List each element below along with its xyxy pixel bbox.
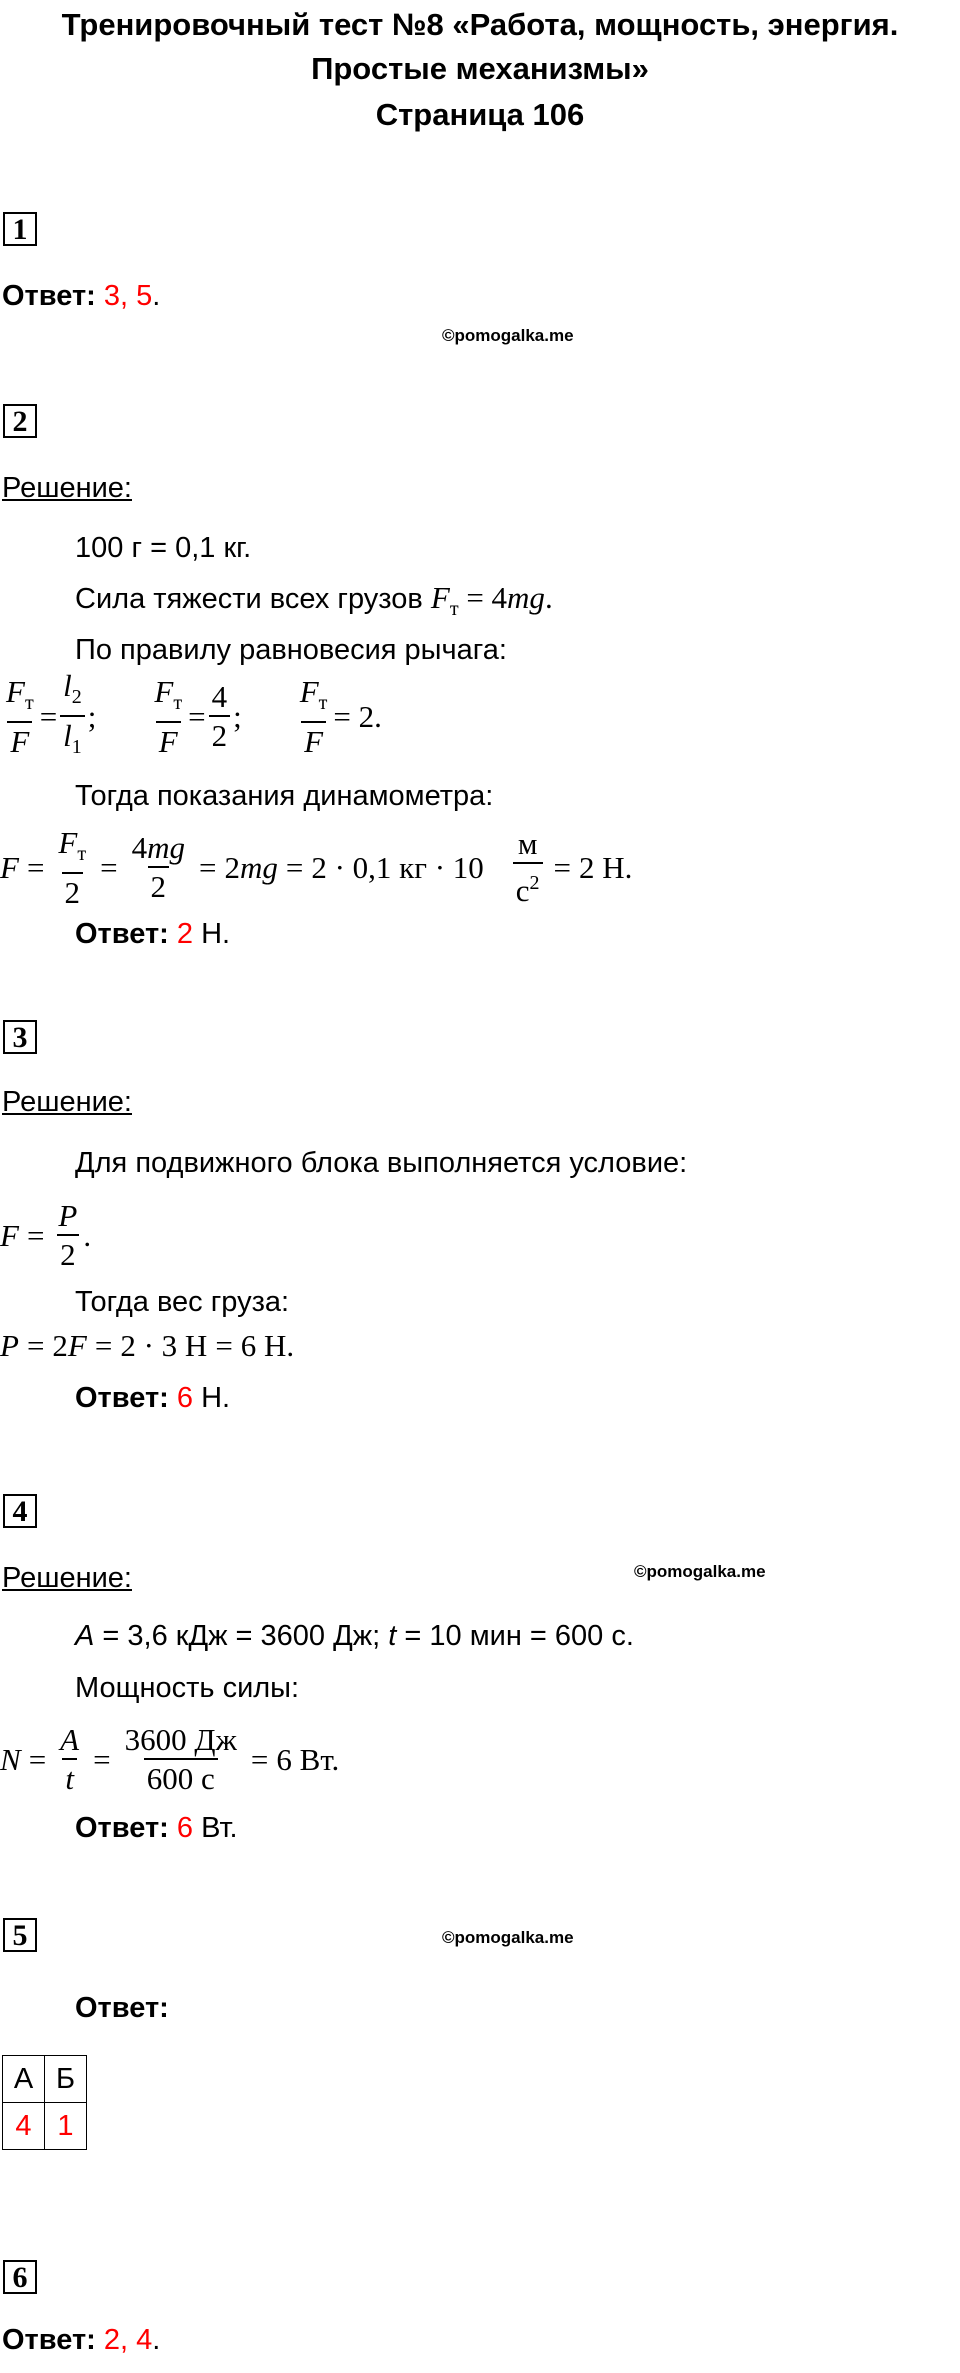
q2-answer-line — [75, 916, 230, 952]
q3-line-weight: Тогда вес груза: — [75, 1286, 290, 1318]
q2-line-dynamometer: Тогда показания динамометра: — [75, 780, 494, 812]
table-header-cell: А — [3, 2056, 45, 2103]
q3-weight-equation: P = 2F = 2 · 3 Н = 6 Н. — [0, 1328, 295, 1363]
q2-line-mass: 100 г = 0,1 кг. — [75, 532, 252, 564]
page-title-line-1: Тренировочный тест №8 «Работа, мощность, энергия. — [61, 7, 899, 42]
q2-answer-unit: Н. — [193, 918, 231, 950]
watermark: ©pomogalka.me — [634, 1562, 766, 1581]
q6-answer-line — [2, 2322, 160, 2358]
q5-answer-label: Ответ: — [75, 1992, 169, 2024]
q3-answer-line — [75, 1380, 230, 1416]
q4-power-equation: N = $\frac{A}{t}$ = $\frac{3600 Дж}{600 с}$ = 6 Вт. — [0, 1722, 340, 1796]
q3-answer-value: 6 — [176, 1382, 194, 1414]
q3-solution-heading: Решение: — [2, 1086, 132, 1118]
q5-answer-table — [2, 2055, 87, 2150]
question-number-5: 5 — [3, 1918, 37, 1952]
question-number-4: 4 — [3, 1494, 37, 1528]
question-number-2: 2 — [3, 404, 37, 438]
q4-line-given: A = 3,6 кДж = 3600 Дж; t = 10 мин = 600 с. — [75, 1620, 634, 1652]
q2-gravity-formula: $F_т = 4mg$. — [430, 580, 553, 620]
question-number-3: 3 — [3, 1020, 37, 1054]
table-row — [3, 2056, 87, 2103]
q2-solution-heading: Решение: — [2, 472, 132, 504]
q4-solution-heading: Решение: — [2, 1562, 132, 1594]
q3-pulley-equation: F = $\frac{P}{2}$ . — [0, 1198, 92, 1272]
q1-answer-line — [2, 278, 160, 314]
q2-gravity-text: Сила тяжести всех грузов — [75, 583, 431, 615]
q4-answer-unit: Вт. — [193, 1812, 238, 1844]
q1-answer-tail: . — [152, 280, 161, 312]
q2-answer-value: 2 — [176, 918, 194, 950]
table-value-cell: 4 — [3, 2103, 45, 2150]
question-number-1: 1 — [3, 212, 37, 246]
page-title-line-2: Простые механизмы» — [311, 51, 649, 86]
table-row — [3, 2103, 87, 2150]
q4-answer-value: 6 — [176, 1812, 194, 1844]
q1-answer-value: 3, 5 — [103, 280, 153, 312]
watermark: ©pomogalka.me — [442, 326, 574, 345]
q3-line-pulley-condition: Для подвижного блока выполняется условие: — [75, 1147, 688, 1179]
q2-line-lever-rule: По правилу равновесия рычага: — [75, 634, 507, 666]
answer-label: Ответ: — [75, 918, 169, 950]
q4-answer-line — [75, 1810, 238, 1846]
q2-lever-equation: $\frac{F_т}{F}$ = $\frac{l_2}{l_1}$ ; $\frac{F_т}{F}$ = $\frac{4}{2}$ ; $\frac{F_т}{F}$ = 2. — [0, 672, 382, 762]
q6-answer-value: 2, 4 — [103, 2324, 153, 2356]
q4-line-power: Мощность силы: — [75, 1672, 300, 1704]
q3-answer-unit: Н. — [193, 1382, 231, 1414]
q2-line-gravity — [75, 580, 553, 627]
answer-label: Ответ: — [75, 1382, 169, 1414]
answer-label: Ответ: — [2, 2324, 96, 2356]
table-value-cell: 1 — [45, 2103, 87, 2150]
q6-answer-tail: . — [152, 2324, 161, 2356]
q2-force-equation: F = $\frac{F_т}{2}$ = $\frac{4mg}{2}$ = 2mg = 2 · 0,1 кг · 10 $\frac{м}{с^2}$ = 2 Н. — [0, 824, 633, 910]
answer-label: Ответ: — [2, 280, 96, 312]
page-number-title: Страница 106 — [375, 97, 585, 132]
question-number-6: 6 — [3, 2260, 37, 2294]
table-header-cell: Б — [45, 2056, 87, 2103]
watermark: ©pomogalka.me — [442, 1928, 574, 1947]
answer-label: Ответ: — [75, 1812, 169, 1844]
